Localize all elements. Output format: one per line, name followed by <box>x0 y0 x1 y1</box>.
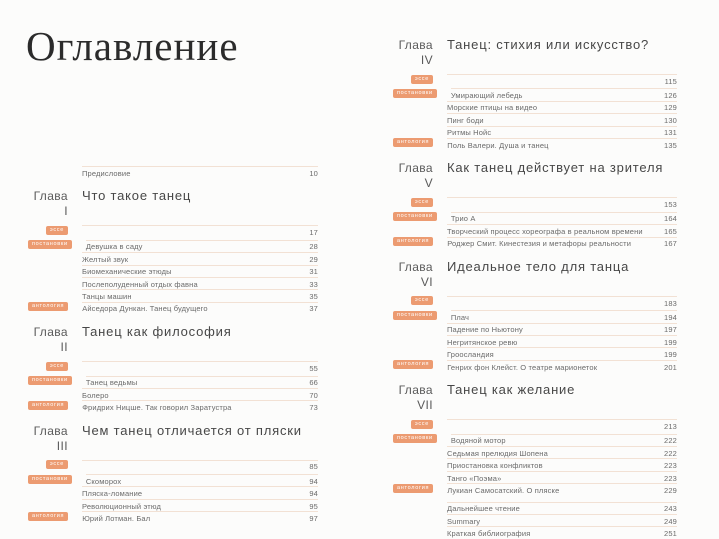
row-text: Приостановка конфликтов <box>447 461 543 471</box>
row-page-number: 197 <box>664 325 677 335</box>
chapter <box>28 324 318 413</box>
toc-row-essay[interactable] <box>28 460 318 472</box>
row-label-cell <box>393 224 433 236</box>
row-label-cell <box>393 88 437 100</box>
row-text: Желтый звук <box>82 254 129 264</box>
row-text: Айседора Дункан. Танец будущего <box>82 304 208 314</box>
section-badge: постановки <box>393 434 437 443</box>
row-text: Фридрих Ницше. Так говорил Заратустра <box>82 402 232 412</box>
row-text: Танцы машин <box>82 292 132 302</box>
row-content <box>451 434 677 446</box>
chapter-title: Что такое танец <box>82 188 192 204</box>
section-badge: антология <box>393 484 433 493</box>
toc-row-essay[interactable] <box>28 225 318 237</box>
toc-row[interactable] <box>393 514 677 526</box>
chapter-rows <box>393 88 677 150</box>
chapter-label: Глава III <box>33 423 68 453</box>
row-content <box>447 323 677 335</box>
toc-row[interactable] <box>393 347 677 359</box>
row-content <box>82 225 318 237</box>
toc-row[interactable] <box>393 138 677 150</box>
row-label-cell <box>28 252 68 264</box>
row-text: Юрий Лотман. Бал <box>82 513 151 523</box>
row-text: Биомеханические этюды <box>82 267 172 277</box>
row-text: Революционный этюд <box>82 501 161 511</box>
row-page-number: 94 <box>309 489 318 499</box>
row-label-cell <box>28 289 68 301</box>
toc-row-essay[interactable] <box>393 296 677 308</box>
toc-row[interactable] <box>28 400 318 412</box>
chapter-heading[interactable] <box>393 160 677 191</box>
row-label-cell <box>393 113 433 125</box>
row-label-cell <box>393 126 433 138</box>
row-content <box>82 252 318 264</box>
row-content <box>86 376 318 388</box>
row-text: Гроосландия <box>447 350 494 360</box>
row-content <box>447 526 677 538</box>
row-text: Умирающий лебедь <box>450 91 523 101</box>
row-content <box>447 126 677 138</box>
row-label-cell <box>393 101 433 113</box>
chapter <box>393 259 677 372</box>
row-text: Плач <box>450 312 470 322</box>
row-page-number: 37 <box>309 304 318 314</box>
row-content <box>447 138 677 150</box>
section-badge: антология <box>393 360 433 369</box>
essay-badge: эссе <box>411 198 433 207</box>
chapter-rows <box>28 474 318 524</box>
row-content <box>447 458 677 470</box>
row-content <box>82 486 318 498</box>
row-content <box>86 240 318 252</box>
toc-row[interactable] <box>393 446 677 458</box>
row-page-number: 223 <box>664 473 677 483</box>
row-content <box>82 265 318 277</box>
toc-row[interactable] <box>28 289 318 301</box>
row-page-number: 153 <box>664 200 677 210</box>
toc-row[interactable] <box>28 511 318 523</box>
toc-row-essay[interactable] <box>393 419 677 431</box>
row-page-number: 17 <box>309 228 318 238</box>
row-page-number: 66 <box>309 378 318 388</box>
row-text: Творческий процесс хореографа в реальном времени <box>447 226 643 236</box>
chapter-label: Глава VII <box>398 383 433 413</box>
row-label-cell <box>393 310 437 322</box>
row-text: Краткая библиография <box>447 529 531 539</box>
row-content <box>447 335 677 347</box>
row-page-number: 55 <box>309 363 318 373</box>
row-content <box>447 113 677 125</box>
row-content <box>447 347 677 359</box>
chapter-label: Глава II <box>33 325 68 355</box>
row-text: Summary <box>447 516 481 526</box>
section-badge: антология <box>28 512 68 521</box>
row-text: Морские птицы на видео <box>447 103 538 113</box>
toc-row[interactable] <box>393 526 677 538</box>
row-text: Генрих фон Клейст. О театре марионеток <box>447 362 598 372</box>
chapter-title: Как танец действует на зрителя <box>447 160 664 176</box>
toc-row[interactable] <box>393 323 677 335</box>
row-content <box>447 237 677 249</box>
chapter-title: Чем танец отличается от пляски <box>82 422 302 438</box>
row-page-number: 33 <box>309 279 318 289</box>
toc-row[interactable] <box>393 458 677 470</box>
row-page-number: 194 <box>664 312 677 322</box>
toc-row-essay[interactable] <box>28 361 318 373</box>
row-label-cell <box>28 400 68 412</box>
chapter-title: Танец как философия <box>82 324 232 340</box>
chapter-title: Танец как желание <box>447 382 576 398</box>
row-text: Седьмая прелюдия Шопена <box>447 448 548 458</box>
row-page-number: 167 <box>664 239 677 249</box>
row-content <box>82 511 318 523</box>
row-content <box>82 289 318 301</box>
row-text: Танго «Поэма» <box>447 473 502 483</box>
row-page-number: 126 <box>664 91 677 101</box>
row-content <box>447 419 677 431</box>
chapter <box>28 188 318 314</box>
row-text: Девушка в саду <box>85 242 143 252</box>
row-page-number: 199 <box>664 337 677 347</box>
essay-badge: эссе <box>46 460 68 469</box>
row-label-cell <box>28 474 72 486</box>
chapter-heading[interactable] <box>28 324 318 355</box>
row-label-cell <box>393 419 433 431</box>
essay-badge: эссе <box>411 420 433 429</box>
row-page-number: 35 <box>309 292 318 302</box>
essay-badge: эссе <box>411 296 433 305</box>
section-badge: постановки <box>28 475 72 484</box>
section-badge: постановки <box>393 311 437 320</box>
section-badge: постановки <box>393 89 437 98</box>
chapters-left <box>28 188 318 523</box>
chapter-heading[interactable] <box>28 188 318 219</box>
row-page-number: 95 <box>309 501 318 511</box>
toc-row[interactable] <box>393 212 677 224</box>
toc-row[interactable] <box>393 471 677 483</box>
row-content <box>451 310 677 322</box>
intro-rows <box>28 166 318 178</box>
section-badge: постановки <box>28 376 72 385</box>
chapter-label: Глава I <box>33 189 68 219</box>
chapter-label: Глава V <box>398 161 433 191</box>
row-content <box>82 166 318 178</box>
row-page-number: 85 <box>309 462 318 472</box>
row-content <box>451 212 677 224</box>
row-page-number: 251 <box>664 529 677 539</box>
row-content <box>447 471 677 483</box>
row-page-number: 129 <box>664 103 677 113</box>
toc-row[interactable] <box>393 126 677 138</box>
chapters-right <box>393 37 677 496</box>
toc-row[interactable] <box>28 376 318 388</box>
row-text: Скоморох <box>85 476 122 486</box>
row-page-number: 28 <box>309 242 318 252</box>
chapter-rows <box>393 434 677 496</box>
row-page-number: 97 <box>309 513 318 523</box>
toc-row[interactable] <box>28 265 318 277</box>
chapter-label: Глава VI <box>398 259 433 289</box>
row-text: Поль Валери. Душа и танец <box>447 140 549 150</box>
toc-column-right <box>393 27 677 539</box>
toc-row[interactable] <box>28 499 318 511</box>
chapter-heading[interactable] <box>393 37 677 68</box>
row-page-number: 222 <box>664 448 677 458</box>
section-badge: антология <box>28 302 68 311</box>
toc-row[interactable] <box>28 166 318 178</box>
row-content <box>447 74 677 86</box>
row-page-number: 94 <box>309 476 318 486</box>
row-page-number: 164 <box>664 214 677 224</box>
row-text: Дальнейшее чтение <box>447 504 520 514</box>
row-text: Ритмы Нойс <box>447 128 492 138</box>
row-text: Пляска-ломание <box>82 489 143 499</box>
row-label-cell <box>28 511 68 523</box>
row-page-number: 135 <box>664 140 677 150</box>
toc-row[interactable] <box>393 335 677 347</box>
row-page-number: 201 <box>664 362 677 372</box>
toc-row[interactable] <box>28 474 318 486</box>
chapter-rows <box>393 310 677 372</box>
row-label-cell <box>28 361 68 373</box>
row-page-number: 229 <box>664 485 677 495</box>
outro-rows <box>393 502 677 539</box>
row-label-cell <box>393 526 433 538</box>
row-label-cell <box>393 471 433 483</box>
toc-row[interactable] <box>28 302 318 314</box>
row-label-cell <box>393 296 433 308</box>
row-text: Роджер Смит. Кинестезия и метафоры реальности <box>447 239 632 249</box>
toc-row-essay[interactable] <box>393 74 677 86</box>
row-text: Лукиан Самосатский. О пляске <box>447 485 560 495</box>
chapter-rows <box>28 376 318 413</box>
row-page-number: 223 <box>664 461 677 471</box>
row-text: Трио А <box>450 214 476 224</box>
toc-row[interactable] <box>393 434 677 446</box>
row-page-number: 131 <box>664 128 677 138</box>
row-label-cell <box>393 446 433 458</box>
row-text: Падение по Ньютону <box>447 325 523 335</box>
row-content <box>82 400 318 412</box>
row-text: Предисловие <box>82 168 131 178</box>
row-page-number: 183 <box>664 298 677 308</box>
toc-row[interactable] <box>28 486 318 498</box>
row-content <box>451 88 677 100</box>
section-badge: антология <box>393 237 433 246</box>
toc-row[interactable] <box>393 224 677 236</box>
row-text: Негритянское ревю <box>447 337 518 347</box>
row-label-cell <box>393 502 433 514</box>
row-label-cell <box>393 323 433 335</box>
row-label-cell <box>393 360 433 372</box>
row-label-cell <box>393 434 437 446</box>
row-label-cell <box>393 458 433 470</box>
row-label-cell <box>393 237 433 249</box>
row-label-cell <box>28 302 68 314</box>
row-label-cell <box>28 166 68 178</box>
row-content <box>447 483 677 495</box>
row-page-number: 222 <box>664 436 677 446</box>
row-text: Пинг боди <box>447 115 484 125</box>
row-label-cell <box>28 499 68 511</box>
row-content <box>82 302 318 314</box>
toc-row[interactable] <box>28 388 318 400</box>
row-content <box>82 277 318 289</box>
row-content <box>447 101 677 113</box>
chapter-heading[interactable] <box>393 382 677 413</box>
row-content <box>447 446 677 458</box>
section-badge: постановки <box>393 212 437 221</box>
chapter-title: Танец: стихия или искусство? <box>447 37 650 52</box>
row-label-cell <box>28 265 68 277</box>
chapter <box>393 382 677 495</box>
row-label-cell <box>393 335 433 347</box>
row-page-number: 29 <box>309 254 318 264</box>
row-content <box>447 514 677 526</box>
essay-badge: эссе <box>411 75 433 84</box>
row-page-number: 130 <box>664 115 677 125</box>
row-page-number: 165 <box>664 226 677 236</box>
essay-badge: эссе <box>46 362 68 371</box>
row-page-number: 70 <box>309 390 318 400</box>
row-label-cell <box>28 376 72 388</box>
row-content <box>447 360 677 372</box>
chapter-rows <box>393 212 677 249</box>
toc-row[interactable] <box>393 113 677 125</box>
toc-row[interactable] <box>393 502 677 514</box>
row-label-cell <box>393 138 433 150</box>
row-text: Болеро <box>82 390 109 400</box>
toc-row[interactable] <box>393 88 677 100</box>
row-label-cell <box>28 240 72 252</box>
row-content <box>82 388 318 400</box>
toc-row[interactable] <box>393 310 677 322</box>
row-label-cell <box>28 486 68 498</box>
row-label-cell <box>28 277 68 289</box>
row-page-number: 213 <box>664 421 677 431</box>
row-content <box>447 197 677 209</box>
row-page-number: 115 <box>664 76 677 86</box>
toc-row[interactable] <box>393 360 677 372</box>
toc-row[interactable] <box>393 483 677 495</box>
row-content <box>447 502 677 514</box>
row-page-number: 199 <box>664 350 677 360</box>
essay-badge: эссе <box>46 226 68 235</box>
row-text: Танец ведьмы <box>85 378 138 388</box>
row-content <box>447 224 677 236</box>
row-page-number: 243 <box>664 504 677 514</box>
toc-row[interactable] <box>28 277 318 289</box>
row-page-number: 249 <box>664 516 677 526</box>
row-text: Послеполуденный отдых фавна <box>82 279 198 289</box>
toc-row[interactable] <box>393 237 677 249</box>
chapter-rows <box>28 240 318 314</box>
row-label-cell <box>28 388 68 400</box>
row-label-cell <box>393 514 433 526</box>
chapter <box>393 37 677 150</box>
row-label-cell <box>393 347 433 359</box>
row-text: Водяной мотор <box>450 436 506 446</box>
toc-row-essay[interactable] <box>393 197 677 209</box>
page-title: Оглавление <box>26 23 239 69</box>
toc-row[interactable] <box>28 240 318 252</box>
row-content <box>82 361 318 373</box>
chapter-heading[interactable] <box>28 423 318 454</box>
toc-column-left <box>28 166 318 524</box>
section-badge: антология <box>393 138 433 147</box>
row-label-cell <box>28 225 68 237</box>
row-content <box>447 296 677 308</box>
row-label-cell <box>393 212 437 224</box>
chapter-title: Идеальное тело для танца <box>447 258 630 274</box>
row-content <box>86 474 318 486</box>
row-page-number: 10 <box>309 168 318 178</box>
section-badge: постановки <box>28 240 72 249</box>
chapter-label: Глава IV <box>398 38 433 67</box>
section-badge: антология <box>28 401 68 410</box>
chapter <box>393 160 677 249</box>
chapter-heading[interactable] <box>393 259 677 290</box>
row-label-cell <box>393 483 433 495</box>
row-page-number: 31 <box>309 267 318 277</box>
row-label-cell <box>393 197 433 209</box>
row-page-number: 73 <box>309 402 318 412</box>
row-content <box>82 499 318 511</box>
row-label-cell <box>393 74 433 86</box>
toc-row[interactable] <box>393 101 677 113</box>
row-content <box>82 460 318 472</box>
chapter <box>28 423 318 524</box>
row-label-cell <box>28 460 68 472</box>
toc-row[interactable] <box>28 252 318 264</box>
